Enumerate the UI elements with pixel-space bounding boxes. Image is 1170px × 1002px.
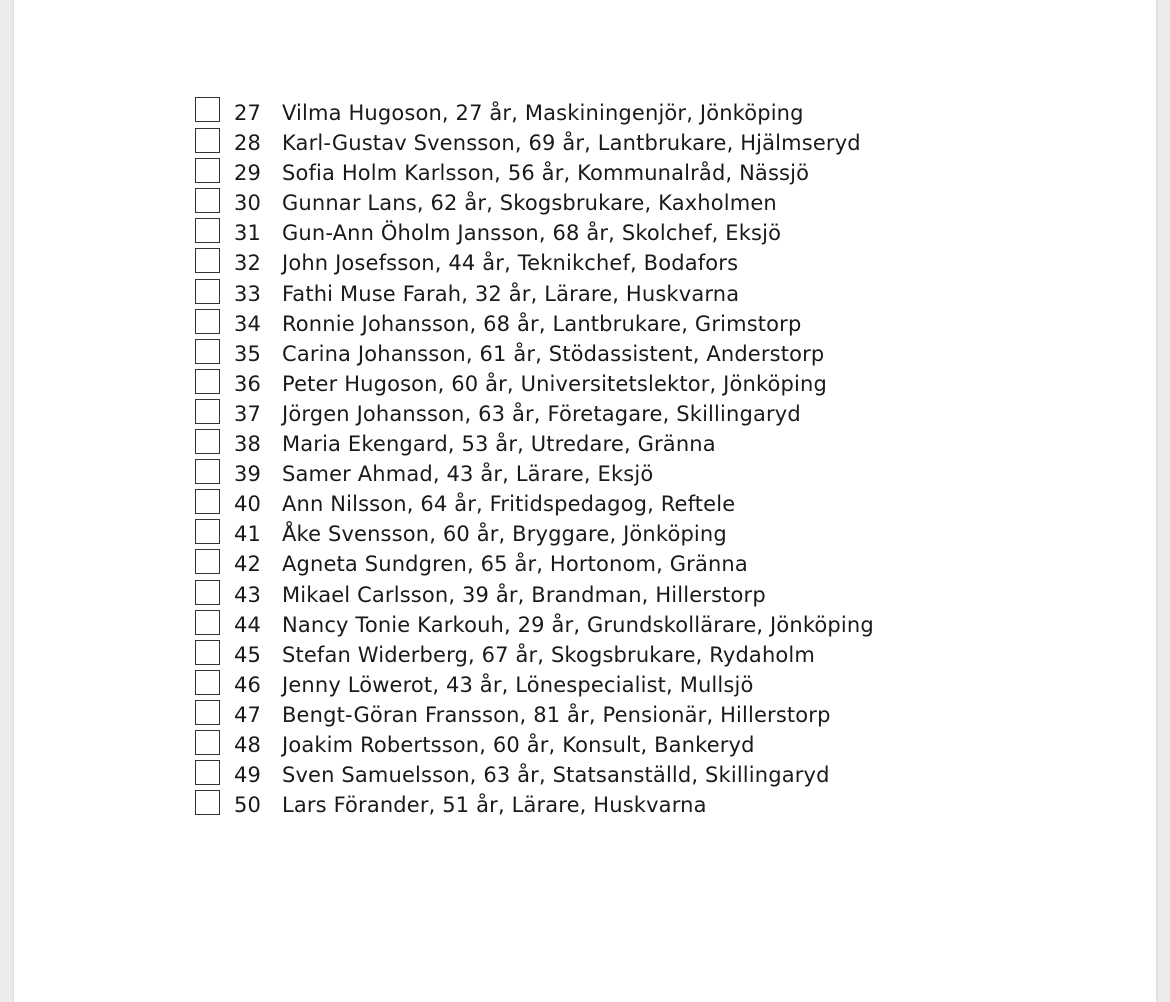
candidate-checkbox[interactable] bbox=[195, 248, 220, 273]
candidate-checkbox[interactable] bbox=[195, 399, 220, 424]
candidate-checkbox[interactable] bbox=[195, 580, 220, 605]
candidate-checkbox[interactable] bbox=[195, 279, 220, 304]
candidate-text: Lars Förander, 51 år, Lärare, Huskvarna bbox=[282, 793, 707, 818]
candidate-checkbox[interactable] bbox=[195, 640, 220, 665]
candidate-checkbox[interactable] bbox=[195, 339, 220, 364]
candidate-text: John Josefsson, 44 år, Teknikchef, Bodafors bbox=[282, 251, 739, 276]
candidate-checkbox[interactable] bbox=[195, 610, 220, 635]
candidate-text: Joakim Robertsson, 60 år, Konsult, Bankeryd bbox=[282, 732, 755, 757]
candidate-text: Carina Johansson, 61 år, Stödassistent, Anderstorp bbox=[282, 341, 825, 366]
candidate-number: 33 bbox=[234, 281, 262, 306]
candidate-text: Samer Ahmad, 43 år, Lärare, Eksjö bbox=[282, 462, 654, 487]
candidate-number: 47 bbox=[234, 702, 262, 727]
candidate-text: Nancy Tonie Karkouh, 29 år, Grundskollärare, Jönköping bbox=[282, 612, 874, 637]
candidate-checkbox[interactable] bbox=[195, 369, 220, 394]
candidate-number: 49 bbox=[234, 763, 262, 788]
candidate-text: Jörgen Johansson, 63 år, Företagare, Skillingaryd bbox=[282, 401, 801, 426]
candidate-number: 30 bbox=[234, 191, 262, 216]
candidate-checkbox[interactable] bbox=[195, 730, 220, 755]
candidate-number: 44 bbox=[234, 612, 262, 637]
candidate-number: 48 bbox=[234, 732, 262, 757]
candidate-text: Bengt-Göran Fransson, 81 år, Pensionär, Hillerstorp bbox=[282, 702, 831, 727]
candidate-text: Agneta Sundgren, 65 år, Hortonom, Gränna bbox=[282, 552, 748, 577]
candidate-checkbox[interactable] bbox=[195, 489, 220, 514]
document-page bbox=[14, 0, 1156, 1002]
candidate-text: Vilma Hugoson, 27 år, Maskiningenjör, Jönköping bbox=[282, 101, 804, 125]
candidate-checkbox[interactable] bbox=[195, 760, 220, 785]
candidate-number: 37 bbox=[234, 401, 262, 426]
candidate-number: 50 bbox=[234, 793, 262, 818]
candidate-text: Ann Nilsson, 64 år, Fritidspedagog, Reftele bbox=[282, 492, 736, 517]
candidate-checkbox[interactable] bbox=[195, 218, 220, 243]
candidate-number: 39 bbox=[234, 462, 262, 487]
candidate-number: 41 bbox=[234, 522, 262, 547]
candidate-text: Peter Hugoson, 60 år, Universitetslektor, Jönköping bbox=[282, 371, 827, 396]
candidate-text: Sofia Holm Karlsson, 56 år, Kommunalråd, Nässjö bbox=[282, 161, 810, 186]
candidate-checkbox[interactable] bbox=[195, 519, 220, 544]
candidate-checkbox[interactable] bbox=[195, 429, 220, 454]
candidate-number: 35 bbox=[234, 341, 262, 366]
candidate-number: 42 bbox=[234, 552, 262, 577]
candidate-number: 45 bbox=[234, 642, 262, 667]
candidate-number: 28 bbox=[234, 131, 262, 156]
candidate-text: Ronnie Johansson, 68 år, Lantbrukare, Grimstorp bbox=[282, 311, 802, 336]
candidate-text: Sven Samuelsson, 63 år, Statsanställd, Skillingaryd bbox=[282, 763, 830, 788]
candidate-checkbox[interactable] bbox=[195, 459, 220, 484]
candidate-checkbox[interactable] bbox=[195, 188, 220, 213]
candidate-number: 36 bbox=[234, 371, 262, 396]
candidate-checkbox[interactable] bbox=[195, 158, 220, 183]
candidate-checkbox[interactable] bbox=[195, 700, 220, 725]
candidate-number: 43 bbox=[234, 582, 262, 607]
candidate-text: Jenny Löwerot, 43 år, Lönespecialist, Mullsjö bbox=[282, 672, 754, 697]
candidate-text: Karl-Gustav Svensson, 69 år, Lantbrukare, Hjälmseryd bbox=[282, 131, 861, 156]
candidate-checkbox[interactable] bbox=[195, 309, 220, 334]
candidate-checkbox[interactable] bbox=[195, 670, 220, 695]
candidate-checkbox[interactable] bbox=[195, 128, 220, 153]
candidate-number: 38 bbox=[234, 432, 262, 457]
candidate-checkbox[interactable] bbox=[195, 790, 220, 815]
candidate-text: Gun-Ann Öholm Jansson, 68 år, Skolchef, Eksjö bbox=[282, 221, 782, 246]
candidate-number: 27 bbox=[234, 101, 262, 125]
candidate-text: Mikael Carlsson, 39 år, Brandman, Hillerstorp bbox=[282, 582, 766, 607]
candidate-number: 46 bbox=[234, 672, 262, 697]
candidate-checkbox[interactable] bbox=[195, 97, 220, 122]
candidate-number: 40 bbox=[234, 492, 262, 517]
candidate-checkbox[interactable] bbox=[195, 549, 220, 574]
candidate-number: 29 bbox=[234, 161, 262, 186]
candidate-number: 31 bbox=[234, 221, 262, 246]
candidate-text: Stefan Widerberg, 67 år, Skogsbrukare, Rydaholm bbox=[282, 642, 816, 667]
candidate-number: 32 bbox=[234, 251, 262, 276]
candidate-text: Gunnar Lans, 62 år, Skogsbrukare, Kaxholmen bbox=[282, 191, 777, 216]
candidate-text: Åke Svensson, 60 år, Bryggare, Jönköping bbox=[282, 522, 727, 547]
candidate-text: Fathi Muse Farah, 32 år, Lärare, Huskvarna bbox=[282, 281, 740, 306]
candidate-number: 34 bbox=[234, 311, 262, 336]
candidate-text: Maria Ekengard, 53 år, Utredare, Gränna bbox=[282, 432, 716, 457]
